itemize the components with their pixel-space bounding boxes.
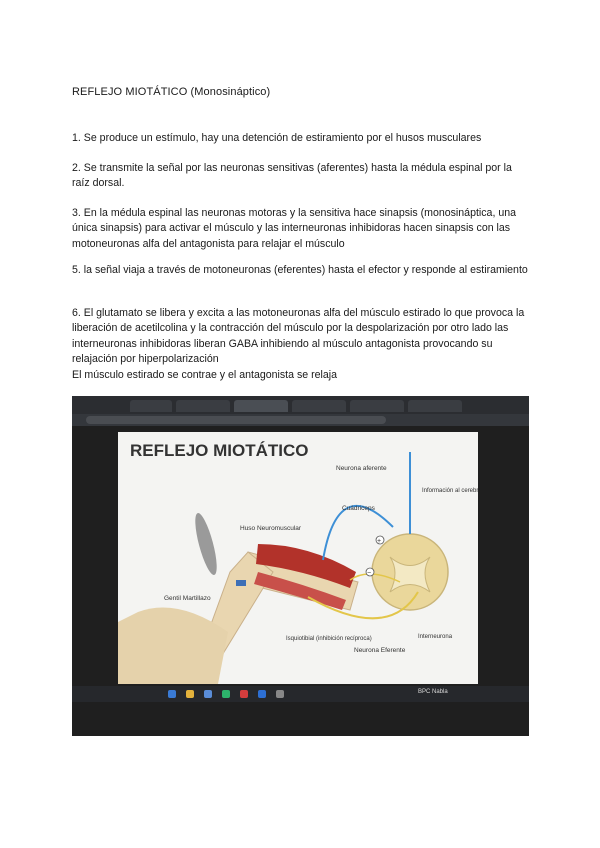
screen-photo [72, 396, 529, 736]
paragraph-3: 3. En la médula espinal las neuronas motoras y la sensitiva hace sinapsis (monosináptica, una única sinapsis) para activar el músculo y las interneuronas inhibidoras hacen sinapsis con las motoneuronas alfa del antagonista para relajar el músculo [72, 207, 517, 250]
svg-text:REFLEJO MIOTÁTICO [130, 441, 309, 460]
paragraph-6: 6. El glutamato se libera y excita a las motoneuronas alfa del músculo estirado lo que provoca la liberación de acetilcolina y la contracción del músculo por la despolarización por otro lado las interneuronas inhibidoras liberan GABA inhibiendo al músculo antagonista provocando su relajación por hiperpolarización El músculo estirado se contrae y el antagonista se relaja [72, 307, 525, 381]
paragraph-1: 1. Se produce un estímulo, hay una detención de estiramiento por el husos musculares [72, 132, 482, 144]
browser-tab [350, 400, 404, 412]
taskbar-whatsapp-icon [222, 690, 230, 698]
taskbar-app-icon [258, 690, 266, 698]
browser-tab [292, 400, 346, 412]
label-huso: Huso Neuromuscular [240, 525, 302, 532]
url-field [86, 416, 386, 424]
label-isquiotibial: Isquiotibial (inhibición recíproca) [286, 636, 372, 642]
svg-text:Huso Neuromuscular [240, 525, 302, 532]
label-afferent: Neurona aferente [336, 465, 387, 472]
label-cuadriceps: Cuádriceps [342, 505, 375, 512]
minus-sign: − [367, 570, 372, 577]
taskbar-store-icon [204, 690, 212, 698]
svg-text:Gentil Martillazo [164, 595, 211, 602]
browser-tab [408, 400, 462, 412]
svg-text:+ [377, 538, 381, 545]
svg-text:Neurona Eferente [354, 647, 406, 654]
label-interneurona: Interneurona [418, 634, 453, 640]
taskbar-gear-icon [276, 690, 284, 698]
reflex-hammer-icon [191, 511, 221, 576]
svg-text:Neurona aferente [336, 465, 387, 472]
browser-tab [234, 400, 288, 412]
svg-text:− [367, 570, 371, 577]
taskbar-edge-icon [168, 690, 176, 698]
slide-title: REFLEJO MIOTÁTICO [130, 441, 309, 460]
leg-back [118, 608, 228, 685]
label-eferente: Neurona Eferente [354, 647, 406, 654]
svg-text:Isquiotibial (inhibición recíp [286, 636, 372, 642]
plus-sign: + [377, 538, 382, 545]
document-title: REFLEJO MIOTÁTICO (Monosináptico) [72, 86, 271, 98]
label-gentil: Gentil Martillazo [164, 595, 211, 602]
slide-diagram [118, 432, 478, 684]
taskbar-tray-text: BPC Nabla [418, 689, 448, 695]
hammer-handle [236, 580, 246, 586]
paragraph-5: 5. la señal viaja a través de motoneuronas (eferentes) hasta el efector y responde al estiramiento [72, 264, 528, 276]
browser-tab [130, 400, 172, 412]
reflex-diagram [118, 432, 478, 684]
windows-taskbar [72, 686, 529, 702]
svg-text:Interneurona [418, 634, 453, 640]
paragraph-2: 2. Se transmite la señal por las neuronas sensitivas (aferentes) hasta la médula espinal por la raíz dorsal. [72, 162, 512, 190]
taskbar-folder-icon [186, 690, 194, 698]
taskbar-pdf-icon [240, 690, 248, 698]
svg-text:Información al cerebro [422, 488, 478, 494]
browser-tab [176, 400, 230, 412]
label-informacion: Información al cerebro [422, 488, 478, 494]
svg-text:Cuádriceps [342, 505, 376, 512]
